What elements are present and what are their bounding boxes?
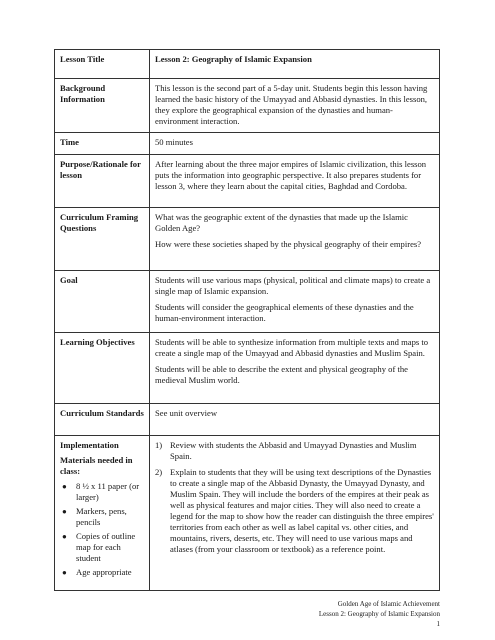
footer-course-title: Golden Age of Islamic Achievement xyxy=(337,600,440,608)
bullet-icon: ● xyxy=(62,532,67,541)
objective-paragraph-1: Students will be able to synthesize information from multiple texts and maps to create a single map of the Umayyad and Abbasid dynasties and Muslim Spain. xyxy=(155,337,429,358)
page-footer xyxy=(319,599,440,629)
table-row xyxy=(55,208,440,271)
purpose-label: Purpose/Rationale for lesson xyxy=(55,155,150,208)
standards-label: Curriculum Standards xyxy=(55,404,150,436)
framing-question-2: How were these societies shaped by the physical geography of their empires? xyxy=(155,239,422,249)
list-item: ● Copies of outline map for each student xyxy=(62,531,136,563)
list-item: ● 8 ½ x 11 paper (or larger) xyxy=(62,481,140,502)
bullet-icon: ● xyxy=(62,482,67,491)
lesson-plan-table xyxy=(54,49,440,591)
implementation-steps-cell xyxy=(150,436,440,591)
lesson-title-label: Lesson Title xyxy=(55,50,150,79)
materials-list xyxy=(60,481,144,578)
implementation-cell xyxy=(55,436,150,591)
lesson-title-value: Lesson 2: Geography of Islamic Expansion xyxy=(150,50,440,79)
list-item: 1) Review with students the Abbasid and Umayyad Dynasties and Muslim Spain. xyxy=(155,440,417,461)
table-row xyxy=(55,436,440,591)
framing-questions-value xyxy=(150,208,440,271)
table-row xyxy=(55,271,440,333)
objectives-label: Learning Objectives xyxy=(55,333,150,404)
goal-label: Goal xyxy=(55,271,150,333)
purpose-value: After learning about the three major empires of Islamic civilization, this lesson puts the information into geographic perspective. It also prepares students for lesson 3, where they learn about the capital cities, Baghdad and Cordoba. xyxy=(150,155,440,208)
time-label: Time xyxy=(55,133,150,155)
list-item: ● Markers, pens, pencils xyxy=(62,506,127,527)
list-item: 2) Explain to students that they will be using text descriptions of the Dynasties to create a single map of the Abbasid Dynasty, the Umayyad Dynasty, and Muslim Spain. They will include the borders of the empires at their peak as well as physical features and major cities. They will also need to create a legend for the map to show how the reader can distinguish the three empires' territories from each other as well as label capital vs. other cities, and mountains, rivers, deserts, etc. They will need to use various maps and atlases (from your classroom or textbook) as a reference point. xyxy=(155,467,434,554)
page-number: 1 xyxy=(436,620,440,628)
table-row xyxy=(55,50,440,79)
table-row xyxy=(55,333,440,404)
footer-lesson-title: Lesson 2: Geography of Islamic Expansion xyxy=(318,610,440,618)
objective-paragraph-2: Students will be able to describe the extent and physical geography of the medieval Muslim world. xyxy=(155,364,408,385)
implementation-label: Implementation xyxy=(60,440,119,450)
framing-question-1: What was the geographic extent of the dynasties that made up the Islamic Golden Age? xyxy=(155,212,408,233)
goal-value xyxy=(150,271,440,333)
materials-label: Materials needed in class: xyxy=(60,455,133,476)
list-item: ● Age appropriate xyxy=(62,567,132,577)
background-label: Background Information xyxy=(55,79,150,133)
bullet-icon: ● xyxy=(62,568,67,577)
bullet-icon: ● xyxy=(62,507,67,516)
table-row xyxy=(55,133,440,155)
background-value: This lesson is the second part of a 5-day unit. Students begin this lesson having learned the basic history of the Umayyad and Abbasid dynasties. In this lesson, they explore the geographical expansion of the dynasties and human-environment interaction. xyxy=(150,79,440,133)
table-row xyxy=(55,155,440,208)
standards-value: See unit overview xyxy=(150,404,440,436)
table-row xyxy=(55,404,440,436)
objectives-value xyxy=(150,333,440,404)
table-row xyxy=(55,79,440,133)
steps-list xyxy=(155,440,434,555)
time-value: 50 minutes xyxy=(150,133,440,155)
goal-paragraph-1: Students will use various maps (physical, political and climate maps) to create a single map of Islamic expansion. xyxy=(155,275,431,296)
framing-questions-label: Curriculum Framing Questions xyxy=(55,208,150,271)
goal-paragraph-2: Students will consider the geographical elements of these dynasties and the human-environment interaction. xyxy=(155,302,414,323)
